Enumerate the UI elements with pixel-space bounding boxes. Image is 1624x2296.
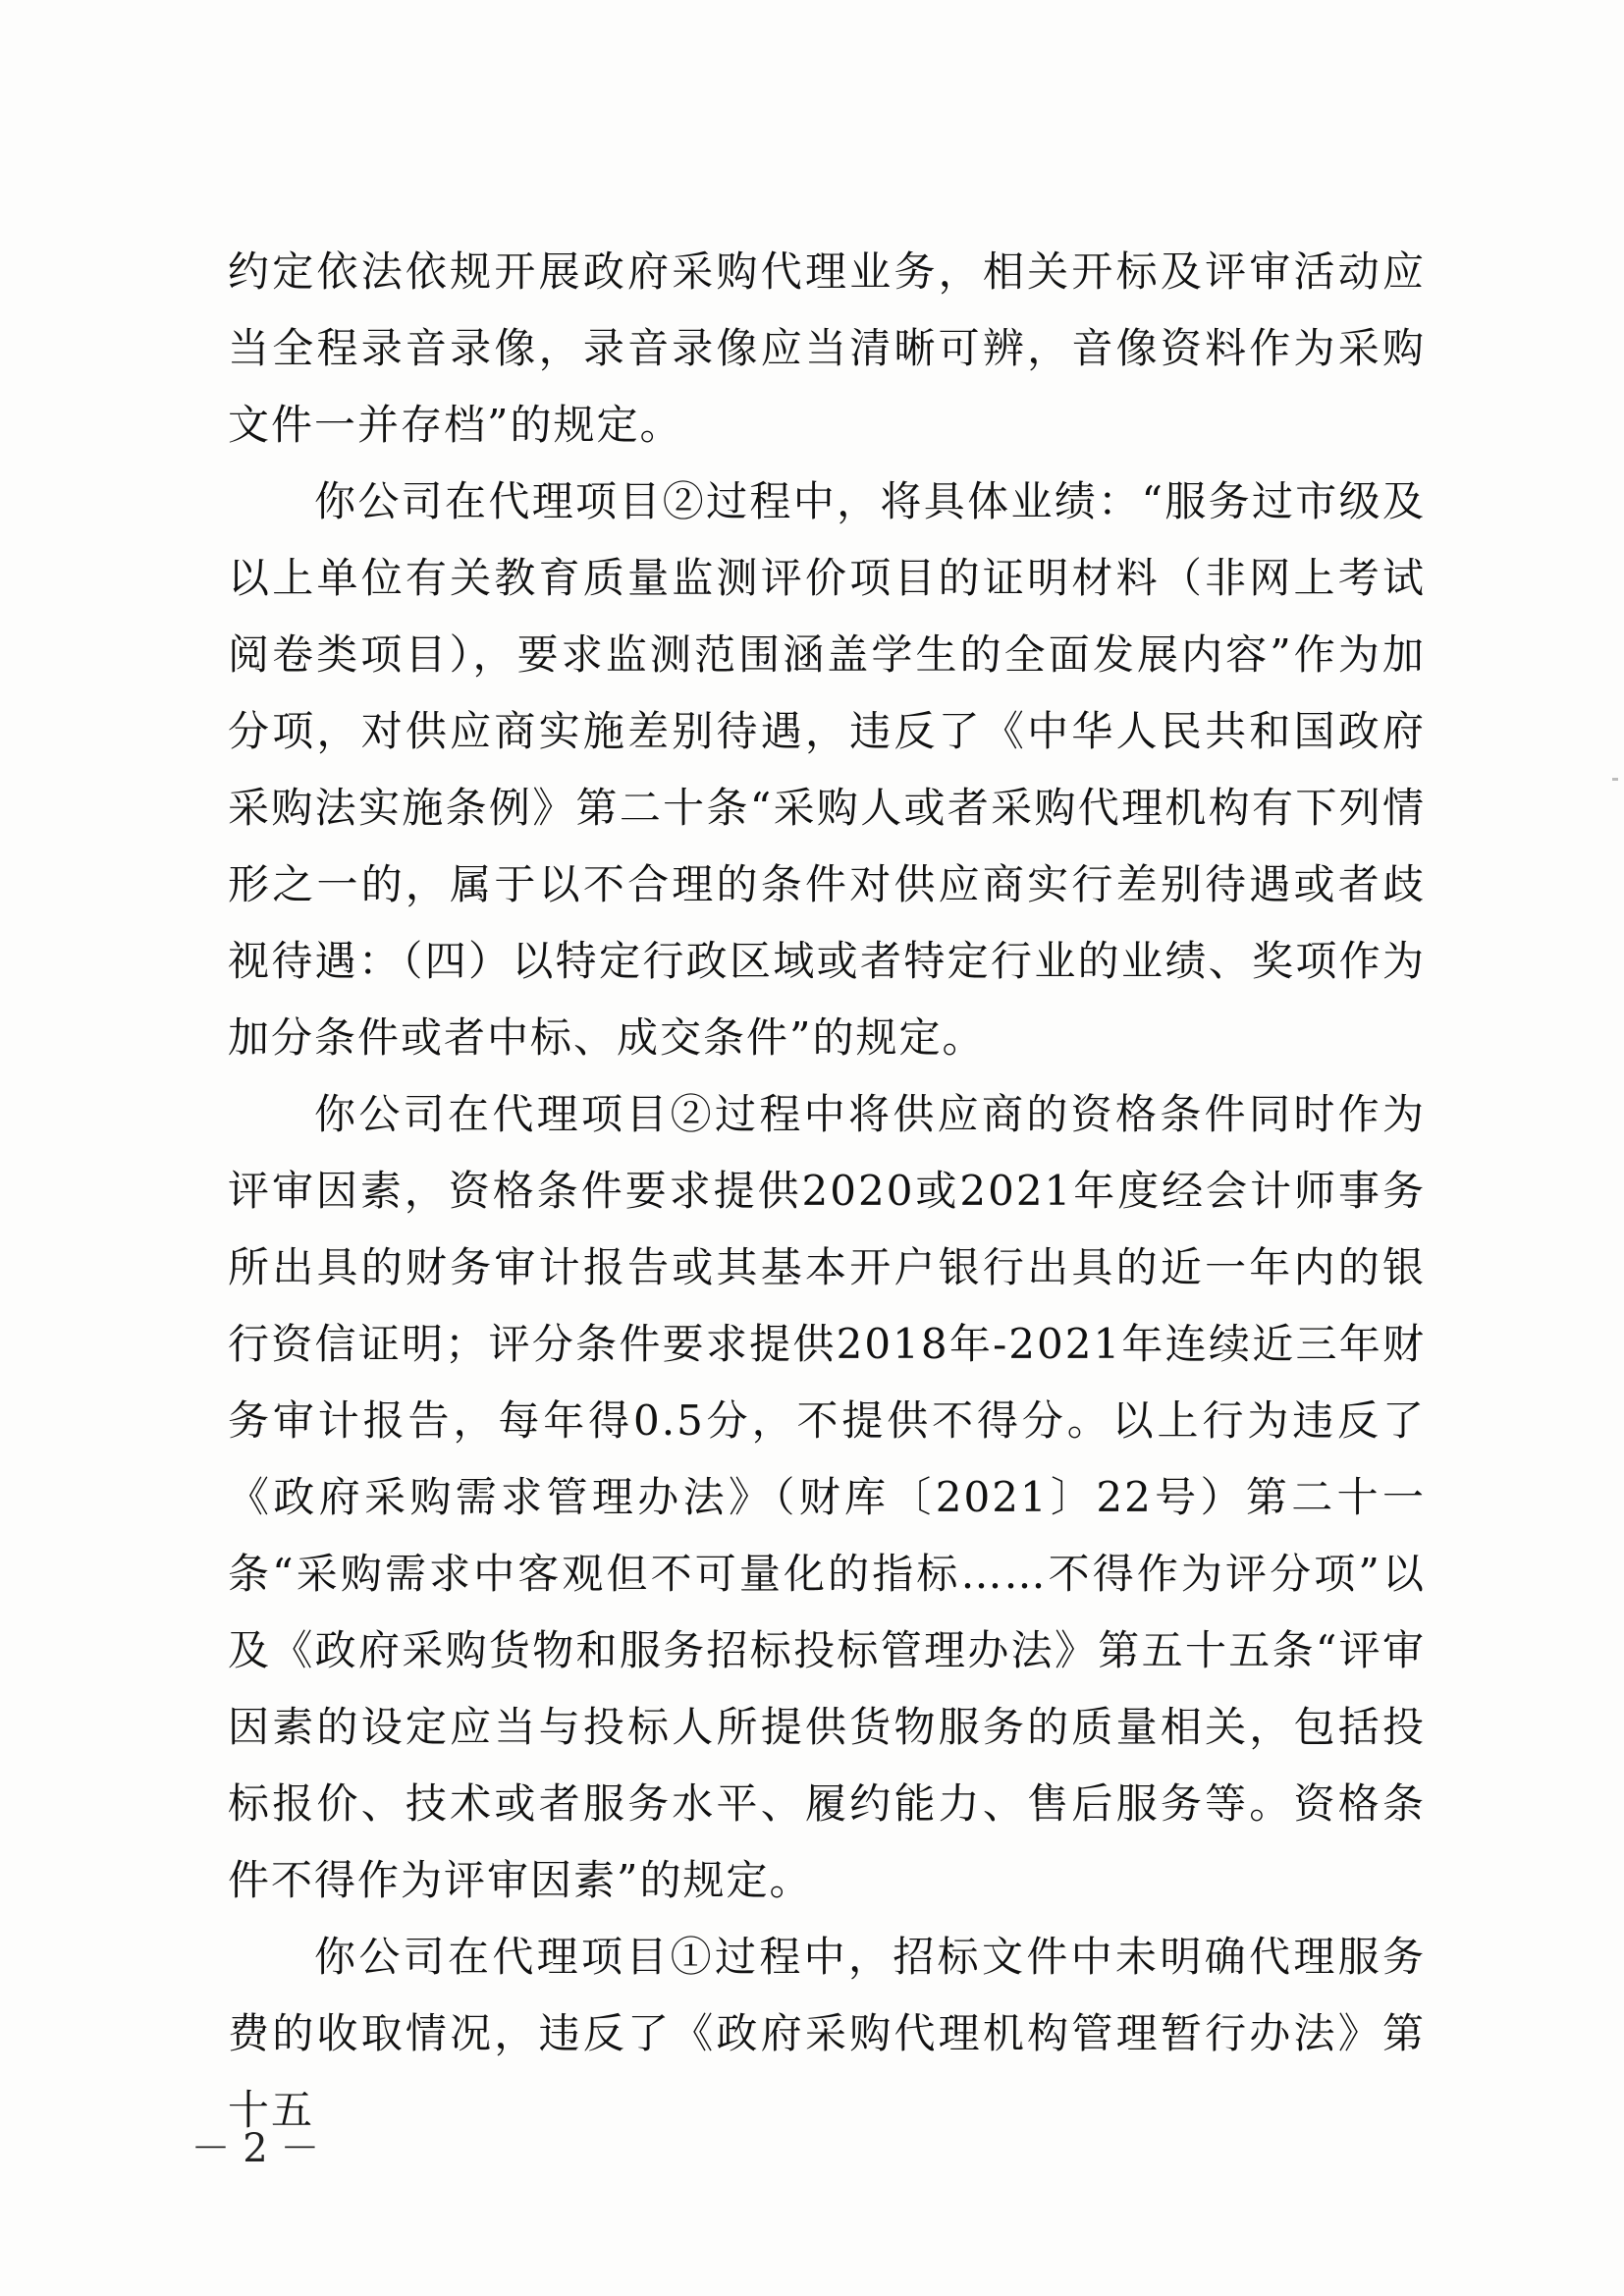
paragraph-qualification-as-scoring: 你公司在代理项目②过程中将供应商的资格条件同时作为评审因素，资格条件要求提供2020或2021年度经会计师事务所出具的财务审计报告或其基本开户银行出具的近一年内的银行资信证明；评分条件要求提供2018年-2021年连续近三年财务审计报告，每年得0.5分，不提供不得分。以上行为违反了《政府采购需求管理办法》（财库〔2021〕22号）第二十一条“采购需求中客观但不可量化的指标……不得作为评分项”以及《政府采购货物和服务招标投标管理办法》第五十五条“评审因素的设定应当与投标人所提供货物服务的质量相关，包括投标报价、技术或者服务水平、履约能力、售后服务等。资格条件不得作为评审因素”的规定。: [228, 1090, 1426, 1904]
paragraph-agency-fee: 你公司在代理项目①过程中，招标文件中未明确代理服务费的收取情况，违反了《政府采购代理机构管理暂行办法》第十五: [228, 1933, 1426, 2134]
document-body: [228, 234, 1426, 2149]
page-number: － 2 －: [190, 2126, 320, 2171]
paragraph-differential-treatment: 你公司在代理项目②过程中，将具体业绩：“服务过市级及以上单位有关教育质量监测评价项目的证明材料（非网上考试阅卷类项目），要求监测范围涵盖学生的全面发展内容”作为加分项，对供应商实施差别待遇，违反了《中华人民共和国政府采购法实施条例》第二十条“采购人或者采购代理机构有下列情形之一的，属于以不合理的条件对供应商实行差别待遇或者歧视待遇：（四）以特定行政区域或者特定行业的业绩、奖项作为加分条件或者中标、成交条件”的规定。: [228, 477, 1426, 1062]
paragraph-continuation: 约定依法依规开展政府采购代理业务，相关开标及评审活动应当全程录音录像，录音录像应当清晰可辨，音像资料作为采购文件一并存档”的规定。: [228, 247, 1426, 449]
scan-edge-mark: [1612, 778, 1618, 781]
